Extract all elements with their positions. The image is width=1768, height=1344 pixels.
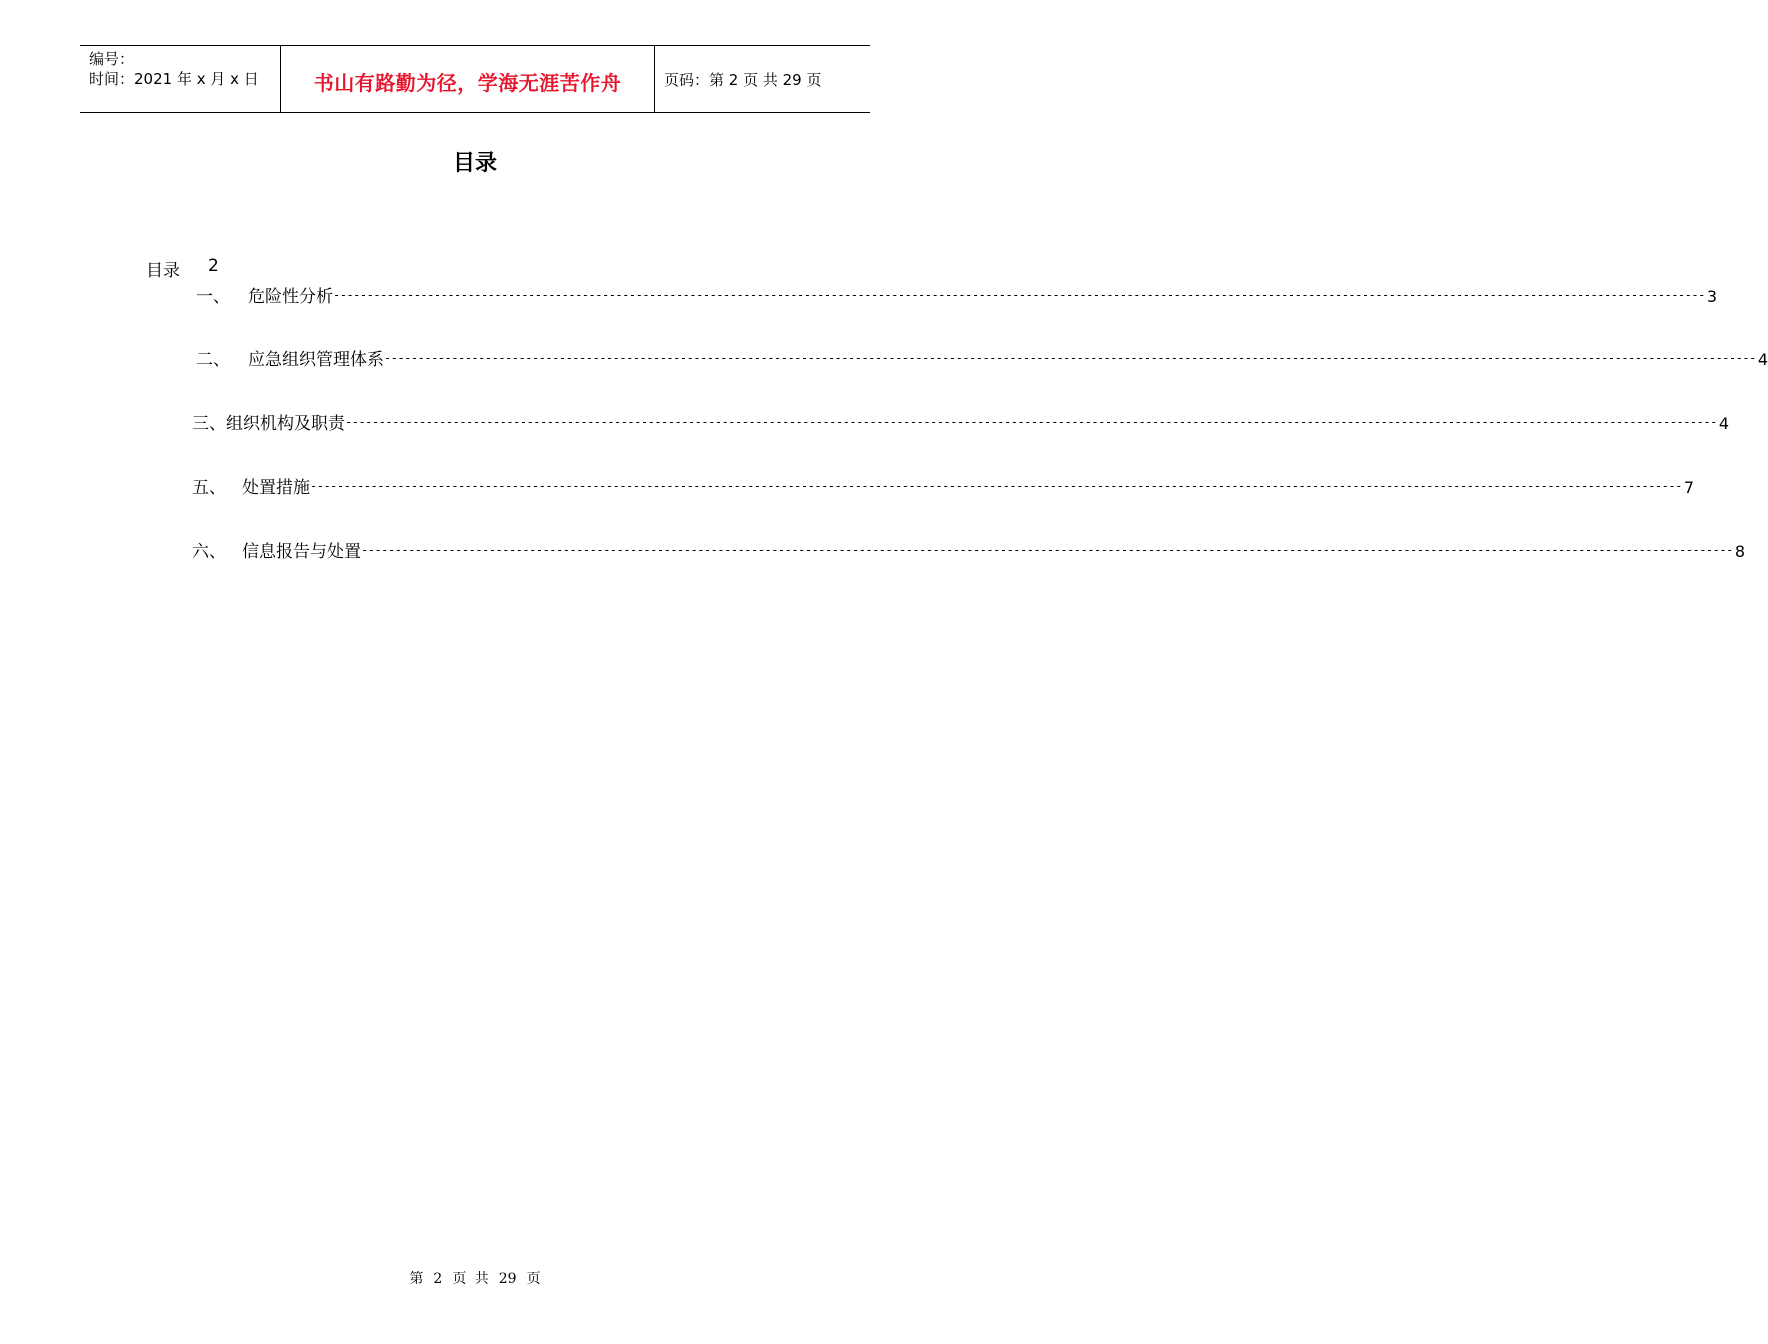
footer-prefix: 第 [409,1271,424,1287]
document-header [80,45,870,113]
toc-entry-number: 六、 [192,542,226,562]
page-title: 目录 [452,151,497,176]
toc-entry-number: 五、 [192,478,226,498]
footer-page-number: 2 [433,1271,443,1287]
header-page-info: 页码：第 2 页 共 29 页 [664,70,822,89]
toc-entry-label: 应急组织管理体系 [248,350,384,370]
document-number-label: 编号： [89,50,135,68]
document-time-label: 时间：2021 年 x 月 x 日 [89,70,259,88]
toc-entry-label: 处置措施 [242,478,310,498]
toc-entry-label: 组织机构及职责 [226,414,345,434]
toc-entry-page: 4 [1757,350,1768,369]
toc-dot-leader: ------------------------------------------------------------------------------------------------------------------------------------------------------------------------------------------------------------ [384,351,1756,365]
toc-entry-number: 二、 [196,350,230,370]
footer-mid: 页 共 [452,1271,489,1287]
toc-entry-page: 7 [1683,478,1695,497]
toc-entry-page: 4 [1718,414,1730,433]
toc-heading-entry[interactable] [146,256,219,281]
page-footer [0,1268,950,1288]
footer-suffix: 页 [526,1271,541,1287]
toc-entry-reporting[interactable] [192,537,1746,562]
toc-entry-label: 信息报告与处置 [242,542,361,562]
toc-entry-emergency-management[interactable] [196,345,1768,370]
toc-dot-leader: ------------------------------------------------------------------------------------------------------------------------------------------------------------------------------------------------------------ [333,288,1705,302]
header-motto-cell [281,46,655,112]
toc-entry-hazard-analysis[interactable] [196,282,1718,307]
toc-entry-page: 8 [1734,542,1746,561]
toc-entry-label: 危险性分析 [248,287,333,307]
toc-entry-page: 3 [1706,287,1718,306]
toc-heading-page: 2 [208,256,219,276]
toc-heading-label: 目录 [146,261,180,281]
toc-entry-measures[interactable] [192,473,1695,498]
header-page-cell [655,46,870,112]
toc-dot-leader: ------------------------------------------------------------------------------------------------------------------------------------------------------------------------------------------------------------ [345,415,1717,429]
header-meta-cell [80,46,281,112]
header-motto: 书山有路勤为径，学海无涯苦作舟 [313,70,622,95]
toc-entry-number: 三、 [192,414,226,434]
footer-total-pages: 29 [498,1271,517,1287]
toc-entry-number: 一、 [196,287,230,307]
toc-dot-leader: ------------------------------------------------------------------------------------------------------------------------------------------------------------------------------------------------------------ [310,479,1682,493]
toc-entry-organization[interactable] [192,409,1730,434]
toc-dot-leader: ------------------------------------------------------------------------------------------------------------------------------------------------------------------------------------------------------------ [361,543,1733,557]
